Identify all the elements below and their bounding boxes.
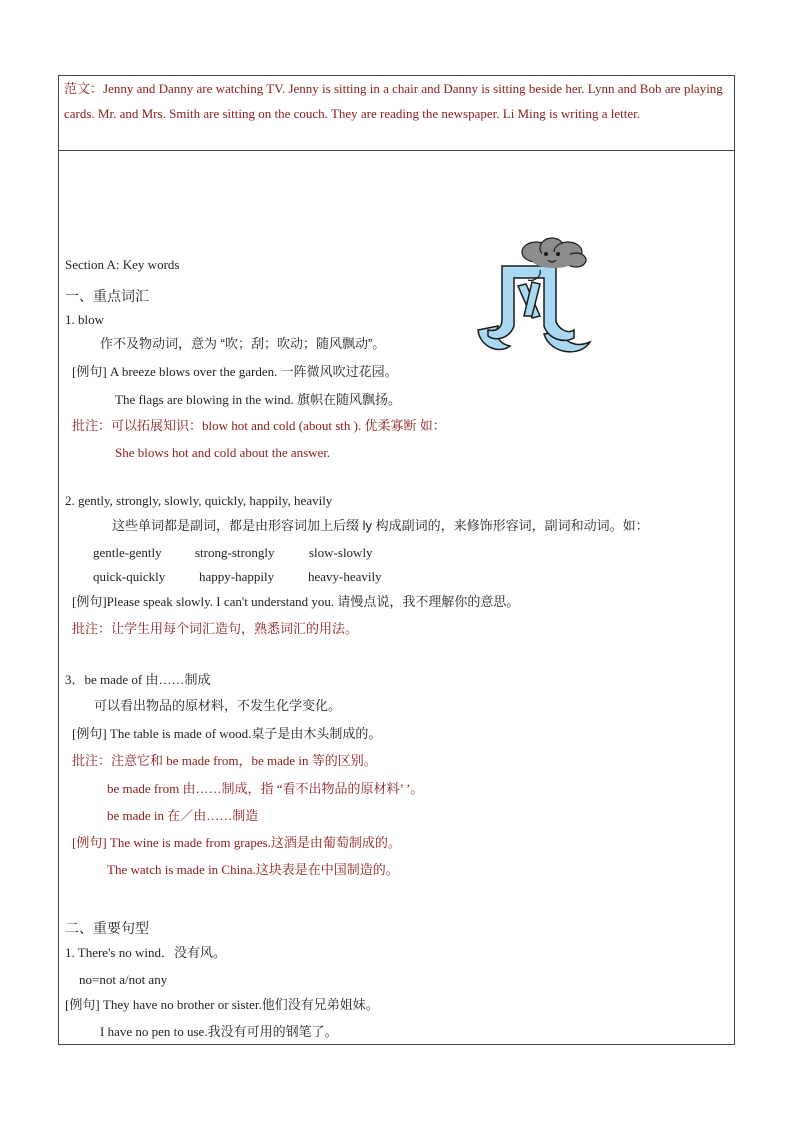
pair-heavy: heavy-heavily xyxy=(308,569,382,584)
model-essay-label: 范文： xyxy=(64,81,104,96)
cloud-icon xyxy=(522,238,586,268)
pattern1-rule: no=not a/not any xyxy=(79,972,168,987)
pair-happy: happy-happily xyxy=(199,569,275,584)
item2-example: [例句]Please speak slowly. I can't understand you. 请慢点说，我不理解你的意思。 xyxy=(72,594,520,609)
item3-example3: The watch is made in China.这块表是在中国制造的。 xyxy=(107,862,399,877)
item3-note: 批注：注意它和 be made from，be made in 等的区别。 xyxy=(72,753,377,768)
item1-note: 批注：可以拓展知识：blow hot and cold (about sth ). 优柔寡断 如： xyxy=(72,418,446,433)
item1-explain: 作不及物动词，意为 “吹；刮；吹动；随风飘动”。 xyxy=(100,336,386,351)
item1-example2: The flags are blowing in the wind. 旗帜在随风飘扬。 xyxy=(115,392,401,407)
item2-note: 批注：让学生用每个词汇造句，熟悉词汇的用法。 xyxy=(72,621,359,636)
part1-title: 一、重点词汇 xyxy=(65,288,149,304)
item3-example: [例句] The table is made of wood.桌子是由木头制成的。 xyxy=(72,726,382,741)
pair-strong: strong-strongly xyxy=(195,545,275,560)
item2-title: 2. gently, strongly, slowly, quickly, happily, heavily xyxy=(65,493,333,508)
wind-character-illustration xyxy=(470,230,598,362)
pair-slow: slow-slowly xyxy=(309,545,373,560)
pair-quick: quick-quickly xyxy=(93,569,166,584)
part2-title: 二、重要句型 xyxy=(65,920,149,936)
model-essay xyxy=(64,76,724,126)
item1-example1: [例句] A breeze blows over the garden. 一阵微风吹过花园。 xyxy=(72,364,398,379)
item2-explain: 这些单词都是副词，都是由形容词加上后缀 ly 构成副词的，来修饰形容词，副词和动词。如： xyxy=(112,518,649,533)
item1-title: 1. blow xyxy=(65,312,104,327)
model-essay-text: Jenny and Danny are watching TV. Jenny is sitting in a chair and Danny is sitting beside her. Lynn and Bob are playing cards. Mr. and Mrs. Smith are sitting on the couch. They are reading the newspaper. Li Ming is writing a letter. xyxy=(64,81,723,121)
table-divider xyxy=(58,150,735,151)
item3-explain: 可以看出物品的原材料，不发生化学变化。 xyxy=(94,698,342,713)
item3-example2: [例句] The wine is made from grapes.这酒是由葡萄制成的。 xyxy=(72,835,401,850)
pattern1-title: 1. There's no wind．没有风。 xyxy=(65,945,226,960)
pattern1-example2: I have no pen to use.我没有可用的钢笔了。 xyxy=(100,1024,338,1039)
pair-gentle: gentle-gently xyxy=(93,545,162,560)
item3-title: 3．be made of 由……制成 xyxy=(65,672,211,687)
item1-note-example: She blows hot and cold about the answer. xyxy=(115,445,331,460)
item3-note-line2: be made in 在／由……制造 xyxy=(107,808,259,823)
section-heading: Section A: Key words xyxy=(65,257,180,272)
pattern1-example1: [例句] They have no brother or sister.他们没有兄弟姐妹。 xyxy=(65,997,379,1012)
item3-note-line1: be made from 由……制成，指 “看不出物品的原材料’ ’。 xyxy=(107,781,424,796)
